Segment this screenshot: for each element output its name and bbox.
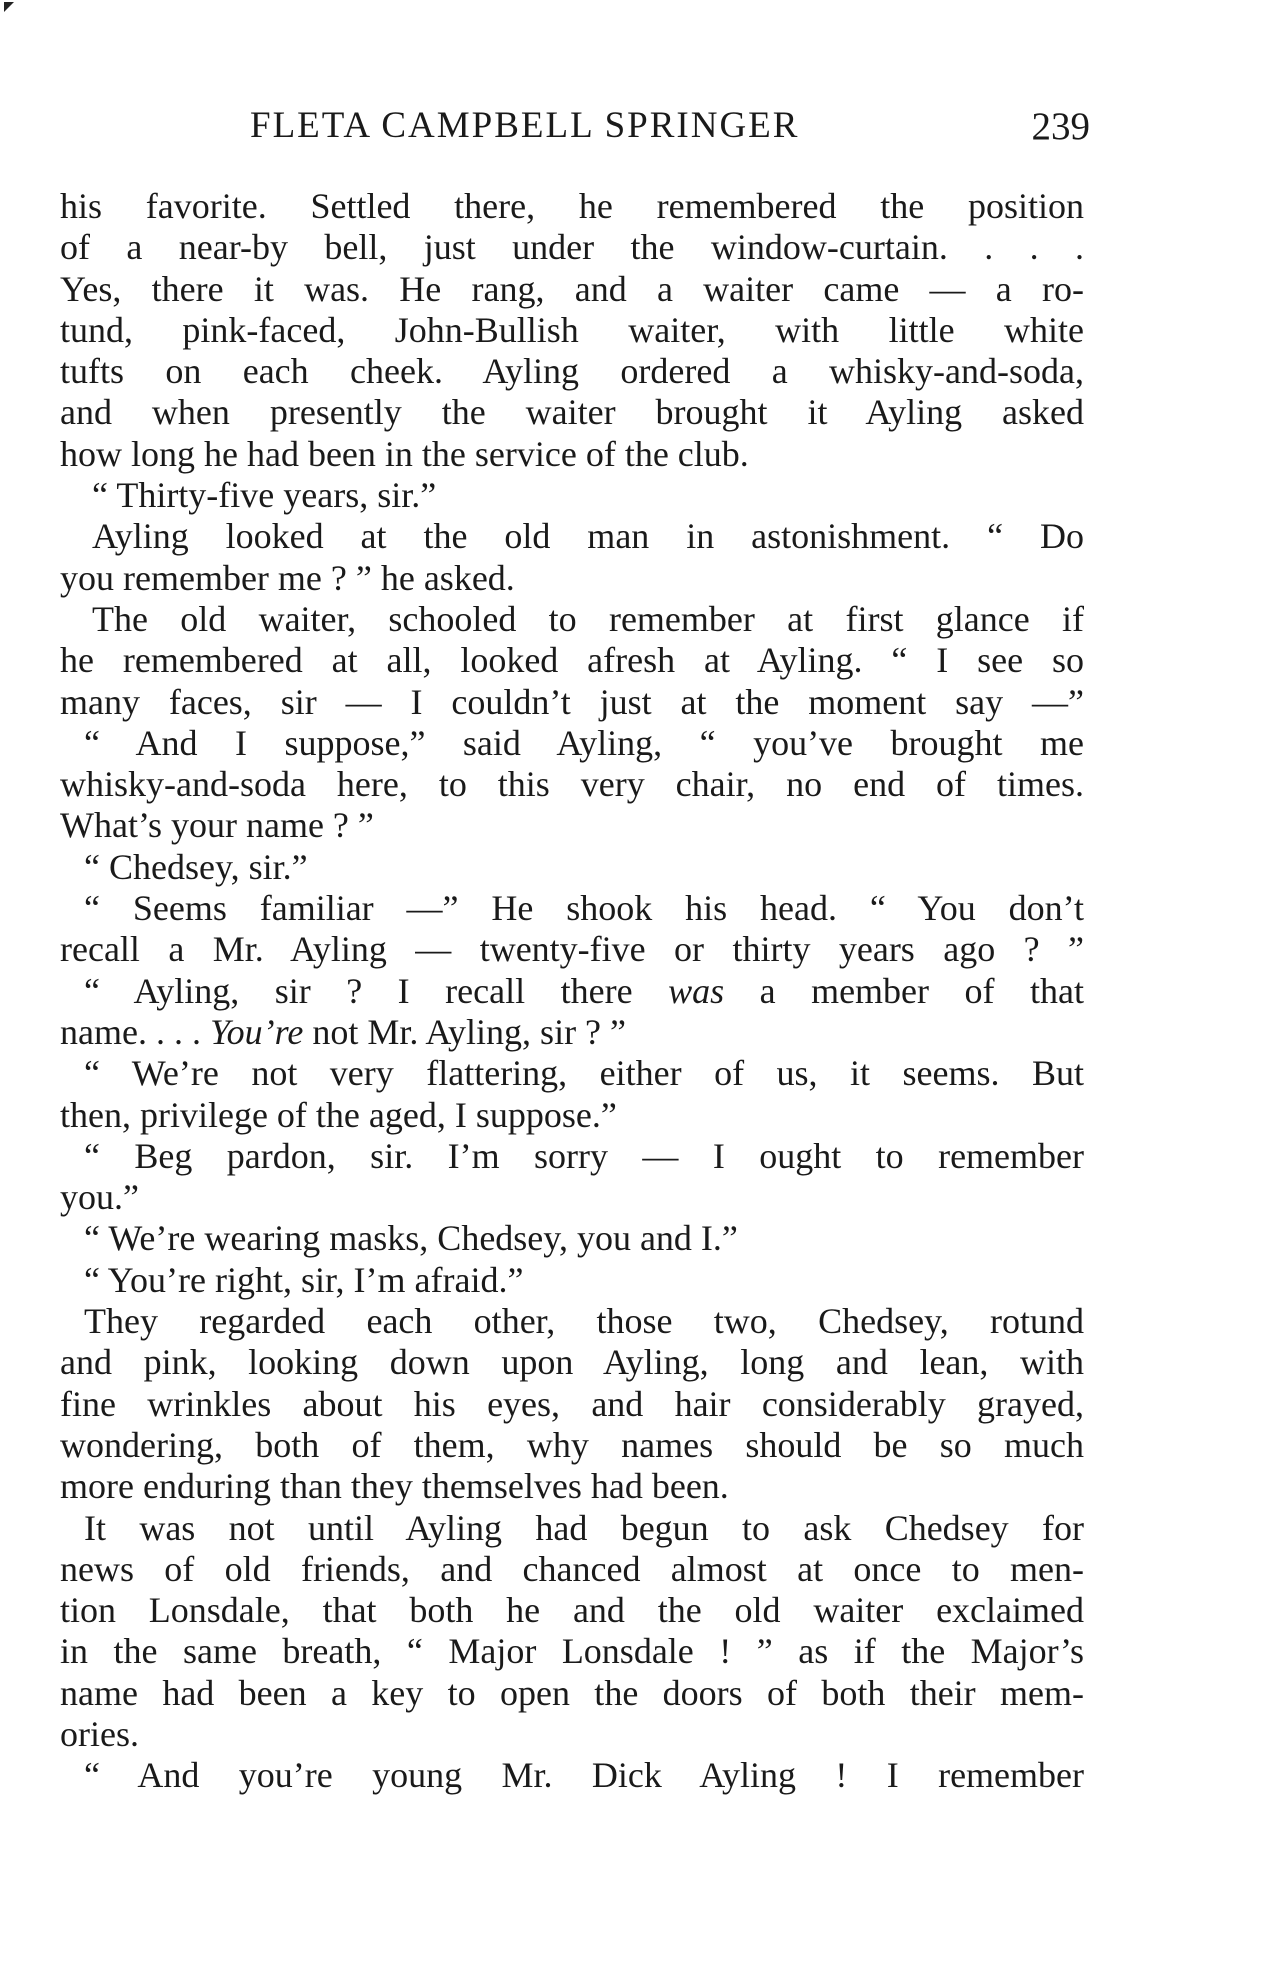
text-line: “ And I suppose,” said Ayling, “ you’ve brought me: [84, 722, 1084, 763]
text-line: “ Beg pardon, sir. I’m sorry — I ought to remember: [84, 1135, 1084, 1176]
text-line: then, privilege of the aged, I suppose.”: [60, 1094, 617, 1135]
text-line: It was not until Ayling had begun to ask Chedsey for: [84, 1507, 1084, 1548]
text-line: more enduring than they themselves had been.: [60, 1466, 729, 1507]
text-line: you.”: [60, 1177, 139, 1218]
text-line: tufts on each cheek. Ayling ordered a whisky-and-soda,: [60, 351, 1084, 392]
text-line: tion Lonsdale, that both he and the old waiter exclaimed: [60, 1590, 1084, 1631]
text-line: and pink, looking down upon Ayling, long and lean, with: [60, 1342, 1084, 1383]
text-line: “ Seems familiar —” He shook his head. “ You don’t: [84, 888, 1084, 929]
text-line: “ We’re not very flattering, either of us, it seems. But: [84, 1053, 1084, 1094]
text-line: of a near-by bell, just under the window-curtain. . . .: [60, 227, 1084, 268]
text-line: They regarded each other, those two, Chedsey, rotund: [84, 1301, 1084, 1342]
text-line: The old waiter, schooled to remember at first glance if: [92, 598, 1084, 639]
text-line: tund, pink-faced, John-Bullish waiter, with little white: [60, 309, 1084, 350]
text-line: “ Chedsey, sir.”: [84, 846, 308, 887]
text-line: wondering, both of them, why names should be so much: [60, 1424, 1084, 1465]
text-line: many faces, sir — I couldn’t just at the moment say —”: [60, 681, 1084, 722]
text-line: ories.: [60, 1713, 139, 1754]
text-line: “ You’re right, sir, I’m afraid.”: [84, 1259, 524, 1300]
text-line: “ We’re wearing masks, Chedsey, you and I.”: [84, 1218, 738, 1259]
page-number: 239: [1031, 105, 1090, 148]
text-line: he remembered at all, looked afresh at Ayling. “ I see so: [60, 640, 1084, 681]
text-line: and when presently the waiter brought it Ayling asked: [60, 392, 1084, 433]
text-line: “ Ayling, sir ? I recall there was a member of that: [84, 970, 1085, 1011]
text-line: What’s your name ? ”: [60, 805, 374, 846]
text-line: “ And you’re young Mr. Dick Ayling ! I remember: [84, 1755, 1084, 1796]
text-line: news of old friends, and chanced almost at once to men-: [60, 1548, 1084, 1589]
text-line: name. . . . You’re not Mr. Ayling, sir ? ”: [60, 1011, 627, 1052]
text-line: you remember me ? ” he asked.: [60, 557, 515, 598]
page-header: [250, 104, 1090, 154]
text-line: Ayling looked at the old man in astonishment. “ Do: [92, 516, 1084, 557]
text-line: recall a Mr. Ayling — twenty-five or thirty years ago ? ”: [60, 929, 1084, 970]
corner-mark-icon: [4, 2, 14, 12]
text-line: Yes, there it was. He rang, and a waiter came — a ro-: [60, 268, 1084, 309]
text-line: name had been a key to open the doors of both their mem-: [60, 1672, 1084, 1713]
text-line: whisky-and-soda here, to this very chair, no end of times.: [60, 764, 1084, 805]
body-text: [60, 186, 1084, 1797]
text-line: fine wrinkles about his eyes, and hair considerably grayed,: [60, 1383, 1084, 1424]
text-line: “ Thirty-five years, sir.”: [92, 475, 437, 516]
running-head: FLETA CAMPBELL SPRINGER: [250, 105, 800, 146]
text-line: how long he had been in the service of the club.: [60, 433, 749, 474]
text-line: his favorite. Settled there, he remembered the position: [60, 186, 1084, 226]
text-line: in the same breath, “ Major Lonsdale ! ” as if the Major’s: [60, 1631, 1084, 1672]
